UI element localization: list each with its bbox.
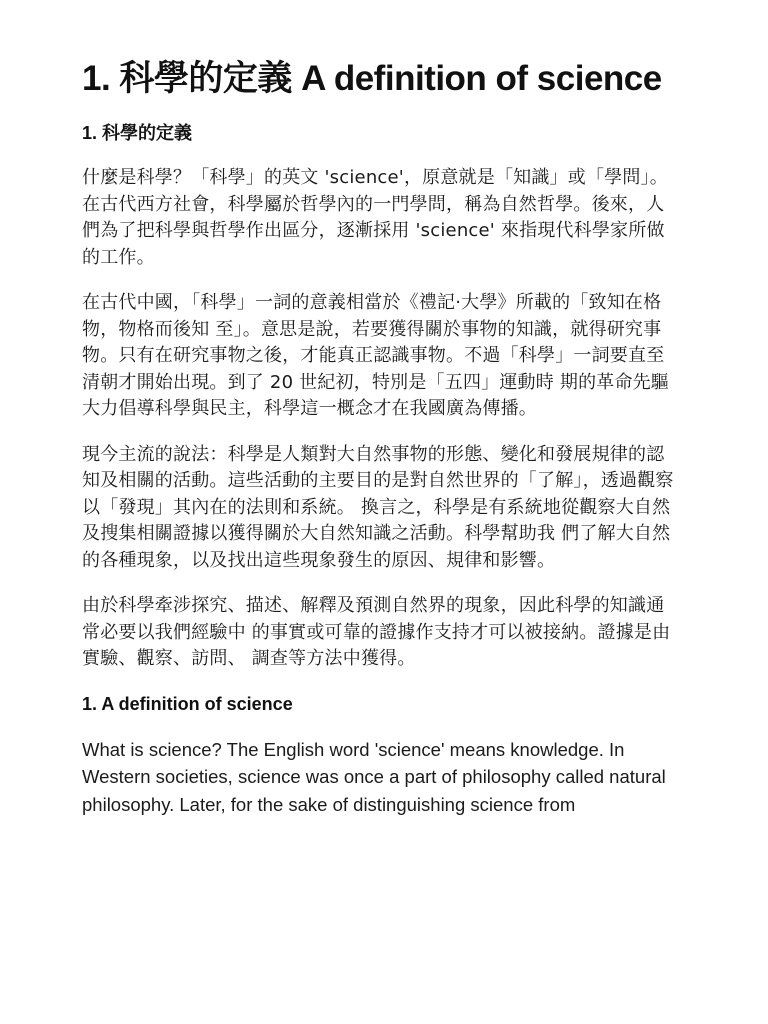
zh-paragraph-2: 在古代中國，「科學」一詞的意義相當於《禮記·大學》所載的「致知在格物，物格而後知 至」。意思是說，若要獲得關於事物的知識，就得研究事物。只有在研究事物之後，才能真正認識事物。不過「科學」一詞要直至清朝才開始出現。到了 20 世紀初，特別是「五四」運動時 期的革命先驅大力倡導科學與民主，科學這一概念才在我國廣為傳播。 — [82, 292, 670, 419]
page-title: 1. 科學的定義 A definition of science — [82, 59, 662, 98]
zh-paragraph-4: 由於科學牽涉探究、描述、解釋及預測自然界的現象，因此科學的知識通常必要以我們經驗中 的事實或可靠的證據作支持才可以被接納。證據是由實驗、觀察、訪問、 調查等方法中獲得。 — [82, 595, 671, 669]
document-page — [82, 56, 682, 818]
en-section-heading: 1. A definition of science — [82, 693, 293, 714]
zh-section-heading: 1. 科學的定義 — [82, 123, 193, 143]
en-paragraph-1: What is science? The English word 'science' means knowledge. In Western societies, science was once a part of philosophy called natural philosophy. Later, for the sake of distinguishing science from — [82, 738, 666, 815]
zh-paragraph-1: 什麼是科學？「科學」的英文 'science'，原意就是「知識」或「學問」。在古代西方社會，科學屬於哲學內的一門學問，稱為自然哲學。後來，人們為了把科學與哲學作出區分，逐漸採用 'science' 來指現代科學家所做的工作。 — [82, 167, 668, 268]
zh-paragraph-3: 現今主流的說法：科學是人類對大自然事物的形態、變化和發展規律的認知及相關的活動。這些活動的主要目的是對自然世界的「了解」，透過觀察以「發現」其內在的法則和系統。 換言之，科學是有系統地從觀察大自然及搜集相關證據以獲得關於大自然知識之活動。科學幫助我 們了解大自然的各種現象，以及找出這些現象發生的原因、規律和影響。 — [82, 443, 674, 571]
